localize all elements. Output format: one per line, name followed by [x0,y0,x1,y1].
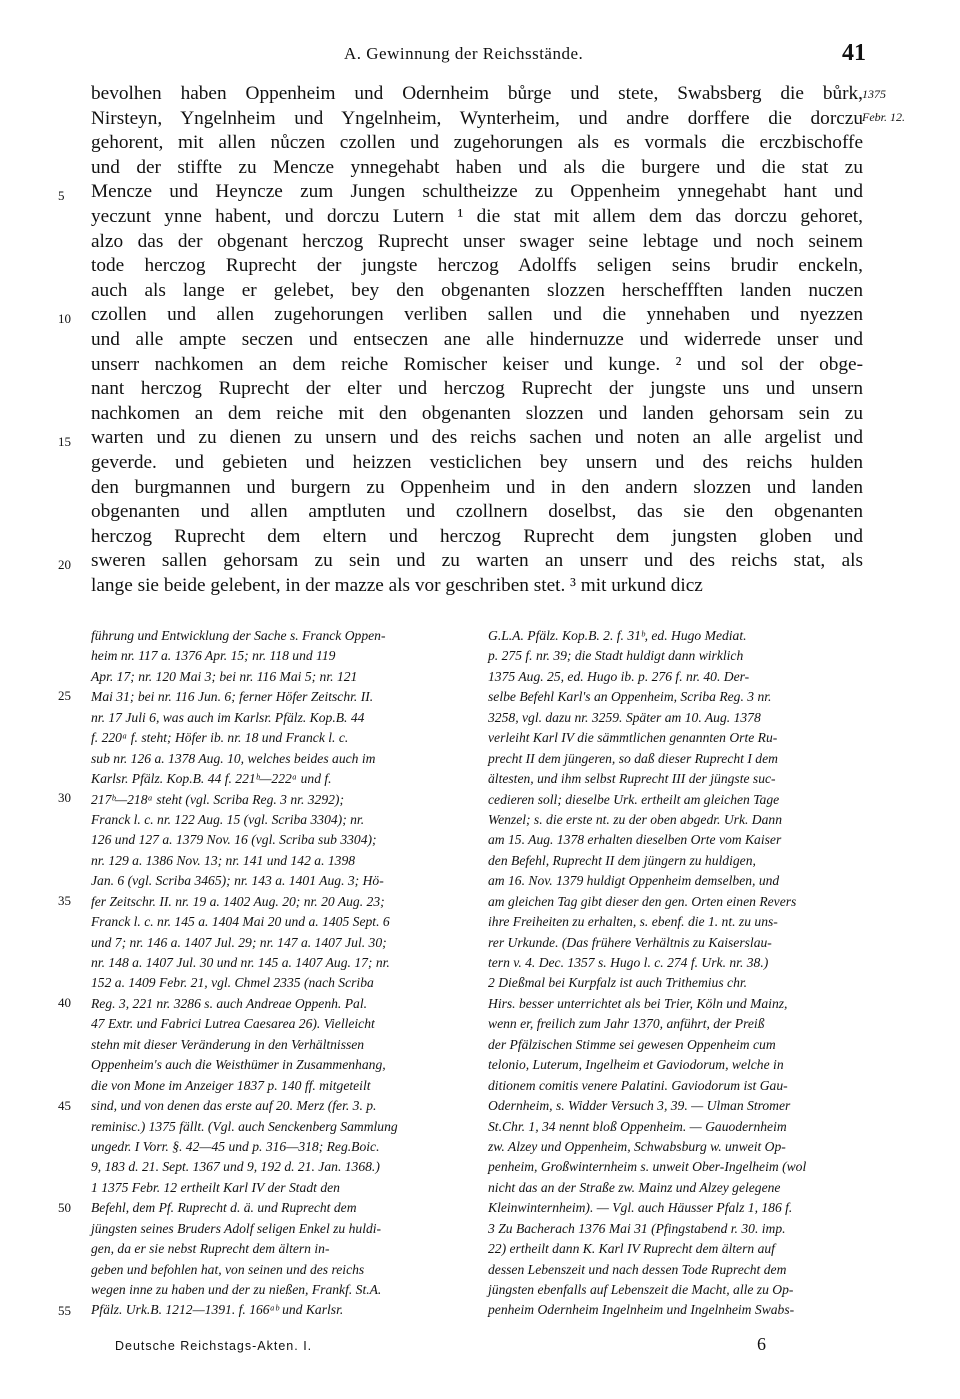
line-number: 45 [58,1098,71,1113]
footnote-line: 3 Zu Bacherach 1376 Mai 31 (Pfingstabend r. 30. imp. [488,1220,786,1236]
footnote-line: 1375 Aug. 25, ed. Hugo ib. p. 276 f. nr. 40. Der- [488,668,750,684]
footnote-line: 217ᵇ—218ᵃ steht (vgl. Scriba Reg. 3 nr. 3292); [91,791,344,807]
footnote-line: Pfälz. Urk.B. 1212—1391. f. 166ᵃᵇ und Karlsr. [91,1302,344,1318]
footnote-line: 152 a. 1409 Febr. 21, vgl. Chmel 2335 (nach Scriba [91,975,374,991]
margin-year: 1375 [862,87,886,101]
line-number: 55 [58,1303,71,1318]
footnote-line: reminisc.) 1375 fällt. (Vgl. auch Senckenberg Sammlung [91,1118,398,1134]
main-text-line: und der stiffte zu Mencze ynnegehabt haben und als die burgere und die stat zu [91,156,863,178]
footnote-line: Odernheim, s. Widder Versuch 3, 39. — Ulman Stromer [488,1098,791,1114]
main-text-line: obgenanten und allen amptluten und czollnern doselbst, das sie den obgenanten [91,501,863,523]
footnote-line: jüngsten seines Bruders Adolf seligen Enkel zu huldi- [91,1220,382,1236]
line-number: 20 [58,557,71,572]
footnote-line: stehn mit dieser Veränderung in den Verhältnissen [91,1036,365,1052]
main-text-line: Nirsteyn, Yngelnheim und Yngelnheim, Wynterheim, und andre dorffere die dorczu [91,107,863,129]
line-number: 35 [58,893,71,908]
footnote-line: Karlsr. Pfälz. Kop.B. 44 f. 221ᵇ—222ᵃ und f. [91,771,332,787]
footnote-line: precht II dem jüngeren, so daß dieser Ruprecht I dem [488,750,778,766]
footnote-line: Reg. 3, 221 nr. 3286 s. auch Andreae Oppenh. Pal. [91,995,367,1011]
footnote-line: penheim Odernheim Ingelnheim und Ingelnheim Swabs- [488,1302,795,1318]
footnote-line: sub nr. 126 a. 1378 Aug. 10, welches beides auch im [91,750,376,766]
footnote-line: wenn er, freilich zum Jahr 1370, anführt, der Preiß [488,1016,765,1032]
margin-day: Febr. 12. [862,110,905,124]
footnote-line: 2 Dießmal bei Kurpfalz ist auch Trithemius chr. [488,975,748,991]
footnotes-right-column [488,626,866,1321]
footnote-line: f. 220ᵃ f. steht; Höfer ib. nr. 18 und Franck l. c. [91,730,349,746]
footnote-line: St.Chr. 1, 34 nennt bloß Oppenheim. — Gauodernheim [488,1118,787,1134]
line-number: 30 [58,790,71,805]
footnote-line: und 7; nr. 146 a. 1407 Jul. 29; nr. 147 a. 1407 Jul. 30; [91,934,387,950]
footnote-line: zw. Alzey und Oppenheim, Schwabsburg w. unweit Op- [488,1138,786,1154]
footnote-line: penheim, Großwinternheim s. unweit Ober-Ingelheim (wol [488,1159,807,1175]
main-text-line: gehorent, mit allen nůczen czollen und zugehorungen als es vormals die erczbischoffe [91,132,863,154]
main-text [91,82,863,598]
line-number: 50 [58,1200,71,1215]
page-number: 41 [842,40,866,66]
main-text-line: auch als lange er gelebet, bey den obgenanten slozzen herscheffften landen nuczen [91,279,863,301]
footer-title: Deutsche Reichstags-Akten. I. [115,1339,313,1353]
line-number: 10 [58,311,71,326]
footnote-line: gen, da er sie nebst Ruprecht dem ältern in- [91,1241,330,1257]
footnote-line: am 16. Nov. 1379 huldigt Oppenheim demselben, und [488,873,780,889]
main-text-line: lange sie beide gelebent, in der mazze als vor geschriben stet. ³ mit urkund dicz [91,574,703,596]
main-text-line: warten und zu dienen zu unsern und des reichs sachen und noten an alle argelist und [91,427,863,449]
footnote-line: nicht das an der Straße zw. Mainz und Alzey gelegene [488,1179,781,1195]
footnote-line: Franck l. c. nr. 122 Aug. 15 (vgl. Scriba 3304); nr. [91,811,365,827]
footnote-line: die von Mone im Anzeiger 1837 p. 140 ff. mitgeteilt [91,1077,371,1093]
footnote-line: dessen Lebenszeit und nach dessen Tode Ruprecht dem [488,1261,787,1277]
footnote-line: verleiht Karl IV die sämmtlichen genannten Orte Ru- [488,730,778,746]
footnote-line: sind, und von denen das erste auf 20. Merz (fer. 3. p. [91,1098,377,1114]
main-text-line: unserr nachkomen an dem reiche Romischer keiser und kunge. ² und sol der obge- [91,353,863,375]
main-text-line: den burgmannen und burgern zu Oppenheim und in den andern slozzen und landen [91,476,863,498]
footnotes-left-column [91,626,471,1321]
footnote-line: cedieren soll; dieselbe Urk. ertheilt am gleichen Tage [488,791,780,807]
main-text-line: alzo das der obgenant herczog Ruprecht unser swager seine lebtage und noch seinem [91,230,863,252]
footnote-line: wegen inne zu haben und der zu nießen, Frankf. St.A. [91,1282,382,1297]
line-number: 25 [58,688,71,703]
footnote-line: am gleichen Tag gibt dieser den gen. Orten einen Revers [488,893,797,909]
footnote-line: 47 Extr. und Fabrici Lutrea Caesarea 26). Vielleicht [91,1016,375,1032]
footnote-line: Jan. 6 (vgl. Scriba 3465); nr. 143 a. 1401 Aug. 3; Hö- [91,873,384,889]
footnote-line: 3258, vgl. dazu nr. 3259. Später am 10. Aug. 1378 [488,709,761,725]
footnote-line: 9, 183 d. 21. Sept. 1367 und 9, 192 d. 21. Jan. 1368.) [91,1159,380,1175]
footnote-line: nr. 148 a. 1407 Jul. 30 und nr. 145 a. 1407 Aug. 17; nr. [91,955,390,970]
main-text-line: und alle ampte seczen und entseczen ane alle hindernuzze und widerrede unser und [91,328,863,350]
footnote-line: der Pfälzischen Stimme sei gewesen Oppenheim cum [488,1036,776,1052]
running-header [0,40,960,70]
footnote-line: jüngsten ebenfalls auf Lebenszeit die Macht, alle zu Op- [488,1282,794,1297]
footnote-line: Oppenheim's auch die Weisthümer in Zusammenhang, [91,1057,386,1073]
footnote-line: Apr. 17; nr. 120 Mai 3; bei nr. 116 Mai 5; nr. 121 [91,668,358,684]
line-number: 40 [58,995,71,1010]
footnote-line: geben und befohlen hat, von seinen und des reichs [91,1261,365,1277]
footnote-line: 126 und 127 a. 1379 Nov. 16 (vgl. Scriba sub 3304); [91,832,377,848]
footnote-line: nr. 129 a. 1386 Nov. 13; nr. 141 und 142 a. 1398 [91,852,356,868]
main-text-line: nachkomen an dem reiche mit den obgenanten slozzen und landen gehorsam sein zu [91,402,863,424]
main-text-line: geverde. und gebieten und heizzen vesticlichen bey unsern und des reichs hulden [91,451,863,473]
footnote-line: ältesten, und ihm selbst Ruprecht III der jüngste suc- [488,771,776,787]
footnote-line: Franck l. c. nr. 145 a. 1404 Mai 20 und a. 1405 Sept. 6 [91,914,390,930]
footnote-line: 22) ertheilt dann K. Karl IV Ruprecht dem ältern auf [488,1241,775,1257]
footnote-line: den Befehl, Ruprecht II dem jüngern zu huldigen, [488,852,756,868]
main-text-line: herczog Ruprecht dem eltern und herczog Ruprecht dem jungsten globen und [91,525,863,547]
line-number: 5 [58,188,65,203]
footnote-line: rer Urkunde. (Das frühere Verhältnis zu Kaiserslau- [488,934,772,950]
footnote-line: heim nr. 117 a. 1376 Apr. 15; nr. 118 und 119 [91,648,336,664]
footnote-line: fer Zeitschr. II. nr. 19 a. 1402 Aug. 20; nr. 20 Aug. 23; [91,893,385,909]
main-text-line: yeczunt ynne habent, und dorczu Lutern ¹ die stat mit allem dem das dorczu gehoret, [91,205,863,227]
main-text-line: bevolhen haben Oppenheim und Odernheim bůrge und stete, Swabsberg die bůrk, [91,83,863,104]
running-title: A. Gewinnung der Reichsstände. [344,44,584,63]
footnote-line: Mai 31; bei nr. 116 Jun. 6; ferner Höfer Zeitschr. II. [91,689,374,705]
sheet-signature: 6 [757,1334,766,1354]
footnote-line: telonio, Luterum, Ingelheim et Gaviodorum, welche in [488,1057,784,1073]
footnote-line: 1 1375 Febr. 12 ertheilt Karl IV der Stadt den [91,1179,340,1195]
footnote-line: führung und Entwicklung der Sache s. Franck Oppen- [91,628,386,643]
footnote-line: tern v. 4. Dec. 1357 s. Hugo l. c. 274 f. Urk. nr. 38.) [488,955,769,970]
line-number: 15 [58,434,71,449]
footnote-line: G.L.A. Pfälz. Kop.B. 2. f. 31ᵇ, ed. Hugo Mediat. [488,628,747,643]
main-text-line: czollen und allen zugehorungen verliben sallen und die ynnehaben und nyezzen [91,304,863,326]
footnote-line: am 15. Aug. 1378 erhalten dieselben Orte vom Kaiser [488,832,782,848]
footnote-line: selbe Befehl Karl's an Oppenheim, Scriba Reg. 3 nr. [488,689,772,705]
footnote-line: Wenzel; s. die erste nt. zu der oben abgedr. Urk. Dann [488,811,782,827]
footnote-line: Kleinwinternheim). — Vgl. auch Häusser Pfalz 1, 186 f. [488,1200,793,1216]
main-text-line: sweren sallen gehorsam zu sein und zu warten an unserr und des reichs stat, als [91,550,863,572]
footnote-line: Befehl, dem Pf. Ruprecht d. ä. und Ruprecht dem [91,1200,357,1216]
main-text-line: Mencze und Heyncze zum Jungen schultheizze zu Oppenheim ynnegehabt hant und [91,181,863,203]
main-text-line: nant herczog Ruprecht der elter und herczog Ruprecht der jungste uns und unsern [91,378,863,400]
footnote-line: nr. 17 Juli 6, was auch im Karlsr. Pfälz. Kop.B. 44 [91,709,365,725]
footnote-line: ditionem comitis venere Palatini. Gaviodorum ist Gau- [488,1077,788,1093]
footnote-line: ihre Freiheiten zu erhalten, s. ebenf. die 1. nt. zu uns- [488,914,778,930]
main-text-line: tode herczog Ruprecht der jungste herczog Adolffs seligen seins brudir enckeln, [91,255,863,277]
footnote-line: Hirs. besser unterrichtet als bei Trier, Köln und Mainz, [488,995,788,1011]
footnote-line: p. 275 f. nr. 39; die Stadt huldigt dann wirklich [488,648,744,664]
footnote-line: ungedr. I Vorr. §. 42—45 und p. 316—318; Reg.Boic. [91,1138,380,1154]
